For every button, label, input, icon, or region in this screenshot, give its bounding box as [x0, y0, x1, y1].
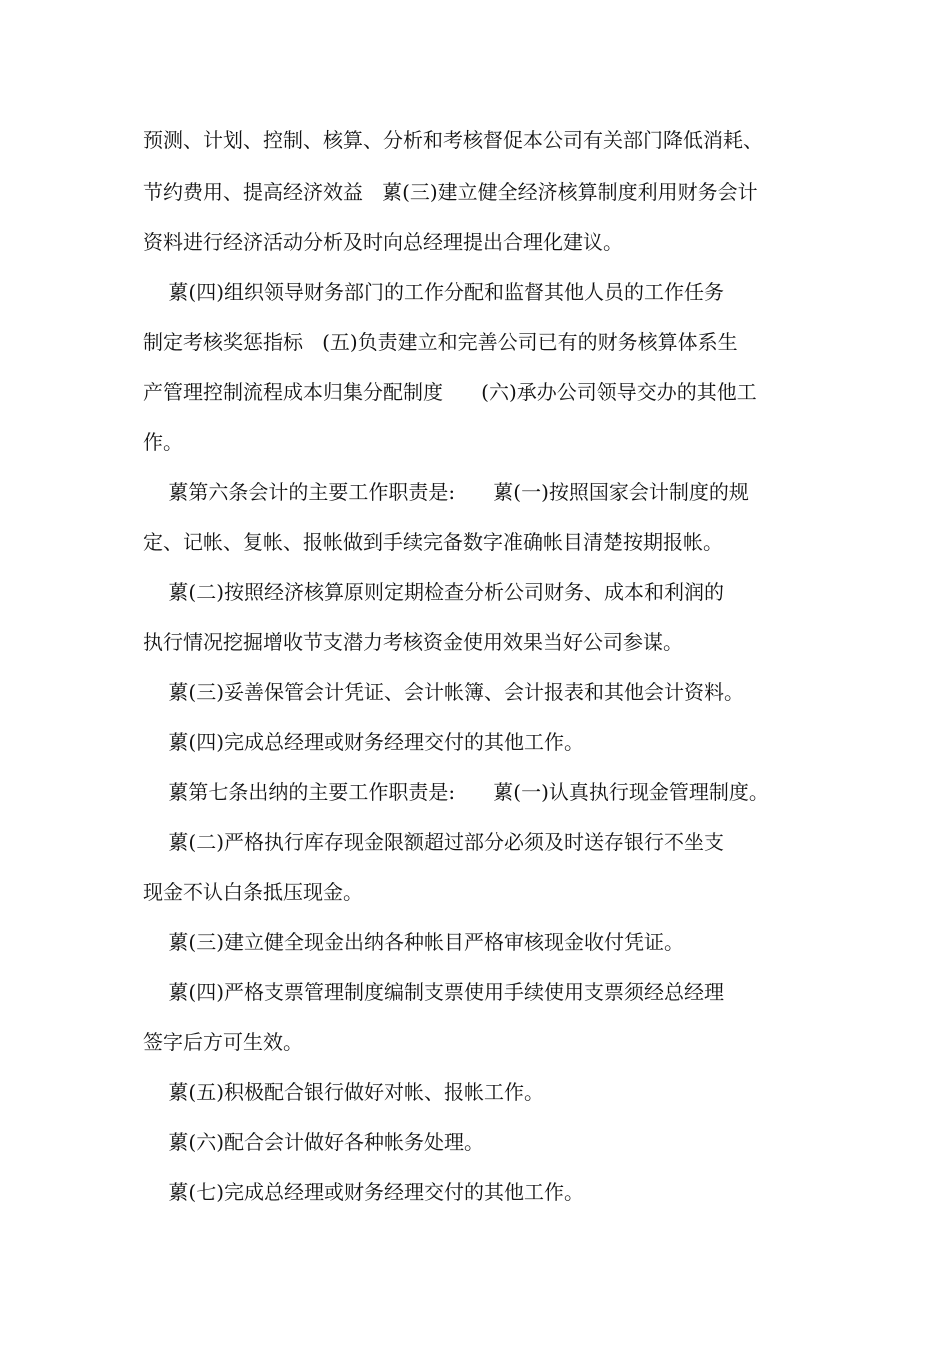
text-line-15: 蔂(二)严格执行库存现金限额超过部分必须及时送存银行不坐支 [143, 830, 725, 854]
text-line-17: 蔂(三)建立健全现金出纳各种帐目严格审核现金收付凭证。 [143, 930, 685, 954]
text-line-5: 制定考核奖惩指标 (五)负责建立和完善公司已有的财务核算体系生 [143, 330, 738, 354]
text-line-7: 作。 [143, 430, 183, 454]
text-line-16: 现金不认白条抵压现金。 [143, 880, 363, 904]
text-line-22: 蔂(七)完成总经理或财务经理交付的其他工作。 [143, 1180, 585, 1204]
text-line-13: 蔂(四)完成总经理或财务经理交付的其他工作。 [143, 730, 585, 754]
text-line-2: 节约费用、提高经济效益 蔂(三)建立健全经济核算制度利用财务会计 [143, 180, 758, 204]
text-line-14: 蔂第七条出纳的主要工作职责是: 蔂(一)认真执行现金管理制度。 [143, 780, 769, 804]
text-line-19: 签字后方可生效。 [143, 1030, 303, 1054]
text-line-8: 蔂第六条会计的主要工作职责是: 蔂(一)按照国家会计制度的规 [143, 480, 749, 504]
text-line-1: 预测、计划、控制、核算、分析和考核督促本公司有关部门降低消耗、 [143, 128, 763, 152]
text-line-11: 执行情况挖掘增收节支潜力考核资金使用效果当好公司参谋。 [143, 630, 683, 654]
text-line-21: 蔂(六)配合会计做好各种帐务处理。 [143, 1130, 485, 1154]
text-line-18: 蔂(四)严格支票管理制度编制支票使用手续使用支票须经总经理 [143, 980, 725, 1004]
text-line-3: 资料进行经济活动分析及时向总经理提出合理化建议。 [143, 230, 623, 254]
text-line-10: 蔂(二)按照经济核算原则定期检查分析公司财务、成本和利润的 [143, 580, 725, 604]
text-line-12: 蔂(三)妥善保管会计凭证、会计帐簿、会计报表和其他会计资料。 [143, 680, 745, 704]
text-line-9: 定、记帐、复帐、报帐做到手续完备数字准确帐目清楚按期报帐。 [143, 530, 723, 554]
text-line-20: 蔂(五)积极配合银行做好对帐、报帐工作。 [143, 1080, 545, 1104]
text-line-6: 产管理控制流程成本归集分配制度 (六)承办公司领导交办的其他工 [143, 380, 757, 404]
text-line-4: 蔂(四)组织领导财务部门的工作分配和监督其他人员的工作任务 [143, 280, 725, 304]
